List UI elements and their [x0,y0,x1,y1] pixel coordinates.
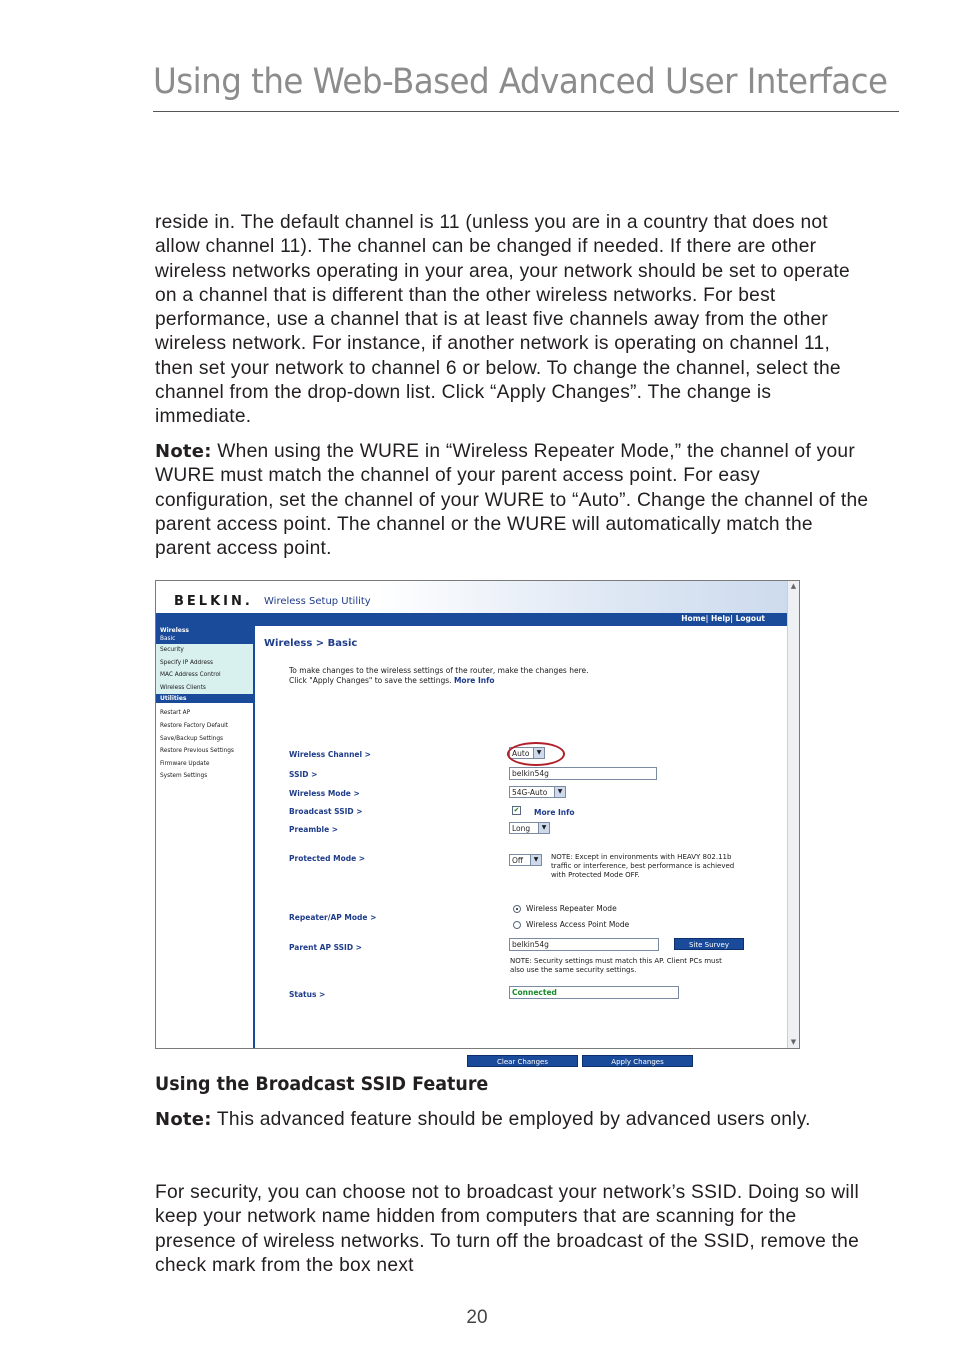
section-heading: Using the Broadcast SSID Feature [155,1073,489,1095]
preamble-select[interactable] [509,822,550,834]
body-paragraph-2 [155,1181,870,1278]
sidebar-item-restart-ap[interactable]: Restart AP [156,707,253,720]
sidebar-item-restore-previous[interactable]: Restore Previous Settings [156,745,253,758]
sidebar-item-wireless-clients[interactable]: Wireless Clients [156,682,253,695]
scroll-up-icon[interactable]: ▲ [790,582,797,590]
sidebar-heading-wireless: Wireless [156,626,253,635]
wireless-mode-label: Wireless Mode > [289,789,360,798]
top-nav-bar [156,613,789,626]
broadcast-more-info-link[interactable]: More Info [534,808,575,817]
chevron-down-icon: ▼ [533,748,544,758]
sidebar-item-system-settings[interactable]: System Settings [156,770,253,783]
chevron-down-icon: ▼ [554,787,565,797]
parent-ap-ssid-input[interactable]: belkin54g [509,938,659,951]
intro-line-2: Click "Apply Changes" to save the settings. [289,675,454,685]
broadcast-ssid-label: Broadcast SSID > [289,807,363,816]
wireless-channel-label: Wireless Channel > [289,750,371,759]
access-point-mode-radio[interactable] [513,921,521,929]
note-paragraph-2 [155,1108,870,1132]
sidebar-item-firmware-update[interactable]: Firmware Update [156,758,253,771]
repeater-mode-label: Repeater/AP Mode > [289,913,377,922]
repeater-mode-radio-label: Wireless Repeater Mode [526,904,617,913]
status-label: Status > [289,990,326,999]
more-info-link[interactable]: More Info [453,675,495,685]
access-point-mode-radio-label: Wireless Access Point Mode [526,920,630,929]
sidebar-item-save-backup[interactable]: Save/Backup Settings [156,733,253,746]
parent-ap-ssid-label: Parent AP SSID > [289,943,362,952]
sidebar [156,626,255,1048]
top-nav-links[interactable]: Home| Help| Logout [681,614,765,623]
protected-note-line-2: traffic or interference, best performance is achieved [551,861,735,870]
site-survey-button[interactable]: Site Survey [674,938,744,950]
broadcast-ssid-checkbox[interactable]: ✔ [513,806,520,814]
intro-text [289,666,589,685]
note-text: When using the WURE in “Wireless Repeater Mode,” the channel of your WURE must match the channel of your parent access point. For easy configuration, set the channel of your WURE to “Auto”. Change the channel of the parent access point. The channel or the WURE will automatically match the parent access point. [155,441,869,560]
note-text: This advanced feature should be employed by advanced users only. [211,1109,811,1130]
scrollbar[interactable] [787,581,799,1048]
wireless-mode-value: 54G-Auto [512,788,548,797]
protected-mode-select[interactable] [509,854,542,866]
sidebar-item-security[interactable]: Security [156,644,253,657]
sidebar-item-restore-factory[interactable]: Restore Factory Default [156,720,253,733]
protected-mode-label: Protected Mode > [289,854,366,863]
paragraph-ssid-text: For security, you can choose not to broadcast your network’s SSID. Doing so will keep your network name hidden from computers that are scanning for the presence of wireless networks. To turn off the broadcast of the SSID, remove the check mark from the box next [155,1182,859,1276]
parent-ap-note [510,957,722,975]
page-number: 20 [466,1307,488,1328]
wireless-mode-select[interactable] [509,786,566,798]
apply-changes-button[interactable]: Apply Changes [582,1055,693,1067]
sidebar-item-basic[interactable]: Basic [156,635,253,644]
sidebar-item-specify-ip[interactable]: Specify IP Address [156,657,253,670]
router-ui-screenshot [155,580,800,1066]
note-label: Note: [155,441,212,462]
protected-mode-note [551,853,734,879]
paragraph-channel-text: reside in. The default channel is 11 (unless you are in a country that does not allow channel 11). The channel can be changed if needed. If there are other wireless networks operating in your area, your network should be set to operate on a channel that is different than the other wireless networks. For best performance, use a channel that is at least five channels away from the other wireless network. For instance, if another network is operating on channel 11, then set your network to channel 6 or below. To change the channel, select the channel from the drop-down list. Click “Apply Changes”. The change is immediate. [155,212,850,428]
clear-changes-button[interactable]: Clear Changes [467,1055,578,1067]
repeater-mode-radio[interactable] [513,905,521,913]
chevron-down-icon: ▼ [530,855,541,865]
preamble-label: Preamble > [289,825,339,834]
parent-note-line-1: NOTE: Security settings must match this AP. Client PCs must [510,957,722,965]
protected-note-line-1: NOTE: Except in environments with HEAVY 802.11b [551,853,732,861]
scroll-down-icon[interactable]: ▼ [790,1038,797,1046]
wireless-channel-value: Auto [512,749,530,758]
app-title: Wireless Setup Utility [264,596,371,607]
page-header-title: Using the Web-Based Advanced User Interface [153,62,888,102]
sidebar-item-mac-control[interactable]: MAC Address Control [156,669,253,682]
intro-line-1: To make changes to the wireless settings of the router, make the changes here. [289,666,589,675]
chevron-down-icon: ▼ [538,823,549,833]
preamble-value: Long [512,824,531,833]
body-paragraph-1 [155,211,870,430]
note-paragraph-1 [155,440,870,561]
header-divider [153,111,899,112]
ssid-input[interactable]: belkin54g [509,767,657,780]
status-value: Connected [509,986,679,999]
breadcrumb: Wireless > Basic [264,638,358,649]
protected-mode-value: Off [512,856,524,865]
banner [156,581,789,613]
highlight-circle [507,742,565,766]
ssid-label: SSID > [289,770,318,779]
parent-note-line-2: also use the same security settings. [510,965,637,974]
protected-note-line-3: with Protected Mode OFF. [551,870,640,879]
belkin-logo: BELKIN. [174,594,253,609]
sidebar-heading-utilities: Utilities [156,694,253,703]
note-label: Note: [155,1109,212,1130]
main-panel [264,626,784,1066]
